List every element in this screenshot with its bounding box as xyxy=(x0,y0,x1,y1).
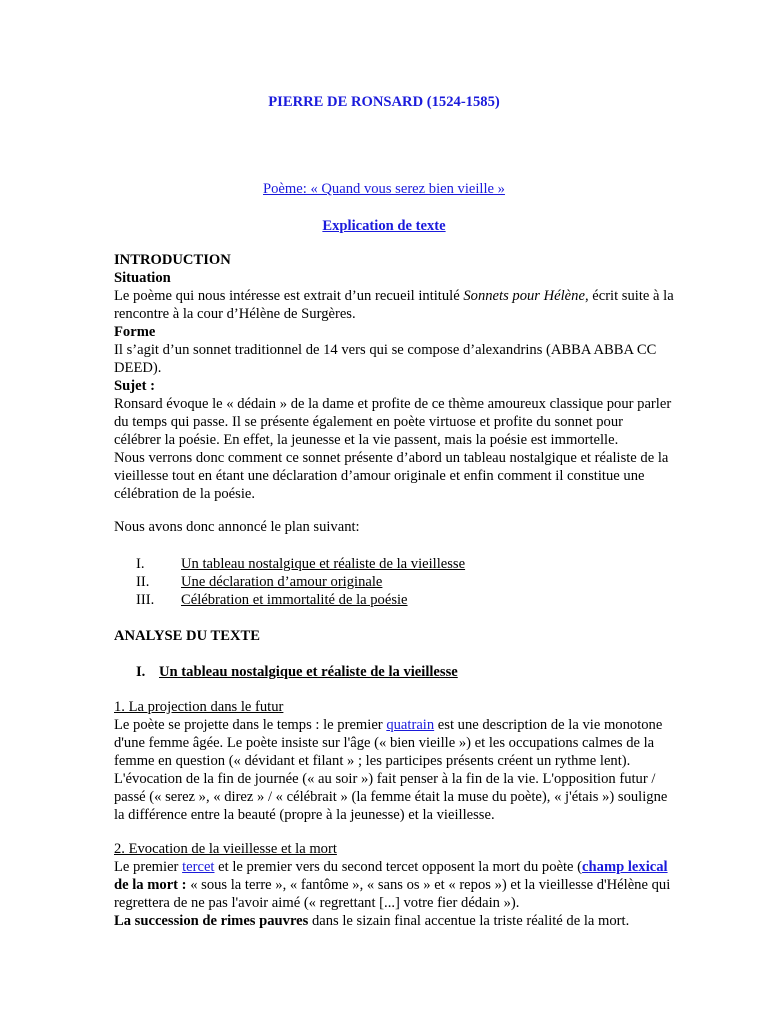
document-subtitle: Explication de texte xyxy=(322,218,446,234)
plan-item xyxy=(136,573,382,591)
analyse-heading: ANALYSE DU TEXTE xyxy=(114,628,260,644)
plan-item xyxy=(136,555,465,573)
forme-line-2: DEED). xyxy=(114,360,162,376)
subsection-2-line-2 xyxy=(114,876,724,894)
subsection-1 xyxy=(114,698,724,824)
bold-phrase: de la mort : xyxy=(114,877,187,893)
plan-item-number: II. xyxy=(136,574,150,590)
part-1-title: Un tableau nostalgique et réaliste de la vieillesse xyxy=(159,664,458,680)
subsection-2-heading: 2. Evocation de la vieillesse et la mort xyxy=(114,841,337,857)
subsection-1-line-2: d'une femme âgée. Le poète insiste sur l'âge (« bien vieille ») et les occupations calmes de la xyxy=(114,735,655,751)
subsection-2 xyxy=(114,840,724,930)
paragraph-text: Le poète se projette dans le temps : le premier xyxy=(114,717,387,733)
subsection-1-heading: 1. La projection dans le futur xyxy=(114,699,284,715)
situation-line-2: rencontre à la cour d’Hélène de Surgères. xyxy=(114,306,356,322)
sujet-heading: Sujet : xyxy=(114,378,155,394)
subsection-1-line-4: L'évocation de la fin de journée (« au soir ») fait penser à la fin de la vie. L'opposition futur / xyxy=(114,771,656,787)
situation-line-1 xyxy=(114,287,724,305)
paragraph-text: Le premier xyxy=(114,859,183,875)
champ-lexical-link[interactable]: champ lexical xyxy=(582,859,668,875)
quatrain-link[interactable]: quatrain xyxy=(386,717,435,733)
situation-text: Le poème qui nous intéresse est extrait d’un recueil intitulé xyxy=(114,288,464,304)
paragraph-text: dans le sizain final accentue la triste réalité de la mort. xyxy=(308,913,630,929)
plan-item-text: Une déclaration d’amour originale xyxy=(181,574,383,590)
sujet-line-2: du temps qui passe. Il se présente également en poète virtuose et profite du sonnet pour xyxy=(114,414,624,430)
document-title: PIERRE DE RONSARD (1524-1585) xyxy=(268,94,500,110)
bold-phrase: La succession de rimes pauvres xyxy=(114,913,309,929)
subsection-1-line-1 xyxy=(114,716,724,734)
sujet-line-5: vieillesse tout en étant une déclaration d’amour originale et enfin comment il constitue une xyxy=(114,468,645,484)
part-1-number: I. xyxy=(136,664,146,680)
plan-item-number: I. xyxy=(136,556,145,572)
tercet-link[interactable]: tercet xyxy=(182,859,215,875)
sujet-line-6: célébration de la poésie. xyxy=(114,486,256,502)
sujet-line-1: Ronsard évoque le « dédain » de la dame et profite de ce thème amoureux classique pour parler xyxy=(114,396,672,412)
subsection-2-line-3: regrettera de ne pas l'avoir aimé (« regrettant [...] votre fier dédain »). xyxy=(114,895,520,911)
subsection-1-line-6: la différence entre la beauté (propre à la jeunesse) et la vieillesse. xyxy=(114,807,495,823)
plan-item-text: Célébration et immortalité de la poésie xyxy=(181,592,408,608)
situation-text-end: , écrit suite à la xyxy=(584,288,674,304)
sujet-line-3: célébrer la poésie. En effet, la jeunesse et la vie passent, mais la poésie est immortelle. xyxy=(114,432,619,448)
paragraph-text: est une description de la vie monotone xyxy=(434,717,663,733)
poem-title: Poème: « Quand vous serez bien vieille » xyxy=(263,181,505,197)
forme-heading: Forme xyxy=(114,324,156,340)
plan-item-text: Un tableau nostalgique et réaliste de la vieillesse xyxy=(181,556,466,572)
subsection-1-line-5: passé (« serez », « direz » / « célébrait » (la femme était la muse du poète), « j'étais ») souligne xyxy=(114,789,668,805)
introduction-heading: INTRODUCTION xyxy=(114,252,231,268)
plan-intro: Nous avons donc annoncé le plan suivant: xyxy=(114,519,360,535)
situation-heading: Situation xyxy=(114,270,171,286)
subsection-1-line-3: femme en question (« dévidant et filant » ; les participes présents créent un rythme lent). xyxy=(114,753,631,769)
book-title: Sonnets pour Hélène xyxy=(463,288,585,304)
subsection-2-line-4 xyxy=(114,912,724,930)
sujet-line-4: Nous verrons donc comment ce sonnet présente d’abord un tableau nostalgique et réaliste de la xyxy=(114,450,669,466)
introduction-section xyxy=(114,251,724,503)
part-1-heading xyxy=(136,663,458,681)
plan-item-number: III. xyxy=(136,592,155,608)
forme-line-1: Il s’agit d’un sonnet traditionnel de 14 vers qui se compose d’alexandrins (ABBA ABBA CC xyxy=(114,342,657,358)
paragraph-text: « sous la terre », « fantôme », « sans os » et « repos ») et la vieillesse d'Hélène qui xyxy=(186,877,671,893)
subsection-2-line-1 xyxy=(114,858,724,876)
plan-item xyxy=(136,591,408,609)
paragraph-text: et le premier vers du second tercet opposent la mort du poète ( xyxy=(214,859,583,875)
